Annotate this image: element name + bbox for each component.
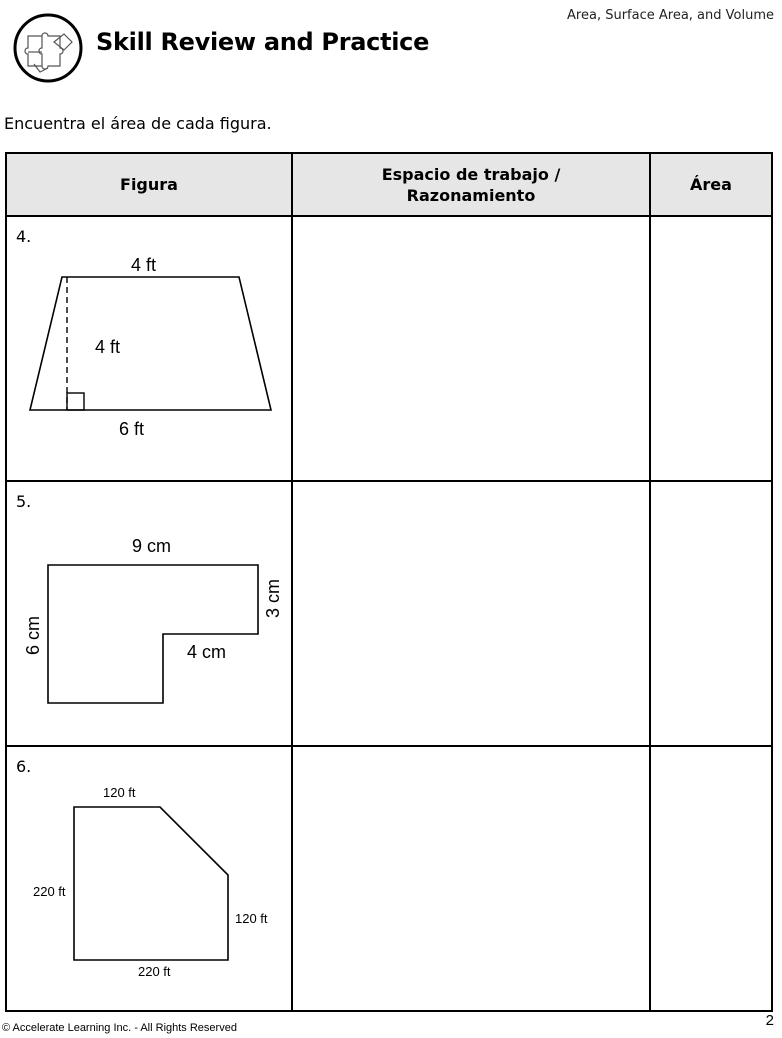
area-answer-cell[interactable] (650, 746, 772, 1011)
table-row (6, 481, 772, 746)
right-height-label: 3 cm (263, 578, 283, 618)
bottom-side-label: 220 ft (138, 964, 171, 979)
workspace-cell[interactable] (292, 746, 650, 1011)
instructions: Encuentra el área de cada figura. (4, 114, 272, 133)
table-row (6, 216, 772, 481)
top-base-label: 4 ft (131, 255, 157, 275)
table-row (6, 746, 772, 1011)
left-side-label: 220 ft (33, 884, 66, 899)
bottom-base-label: 6 ft (119, 419, 145, 439)
top-side-label: 120 ft (103, 785, 136, 800)
header-workspace (292, 153, 650, 216)
puzzle-pieces-icon (12, 12, 84, 84)
header-workspace-line2: Razonamiento (406, 185, 536, 205)
figure-cell (6, 481, 292, 746)
header-row (6, 153, 772, 216)
question-number: 4. (16, 227, 32, 246)
worksheet-table (5, 152, 773, 1012)
page-title: Skill Review and Practice (96, 28, 430, 56)
header-area: Área (650, 153, 772, 216)
area-answer-cell[interactable] (650, 481, 772, 746)
top-width-label: 9 cm (132, 536, 172, 556)
right-side-label: 120 ft (235, 911, 268, 926)
workspace-cell[interactable] (292, 481, 650, 746)
pentagon-figure (7, 747, 293, 1010)
l-shape-figure (7, 482, 293, 745)
figure-cell (6, 216, 292, 481)
header-figure: Figura (6, 153, 292, 216)
trapezoid-figure (7, 217, 293, 480)
figure-cell (6, 746, 292, 1011)
copyright-footer: © Accelerate Learning Inc. - All Rights Reserved (2, 1022, 237, 1034)
page-number: 2 (765, 1012, 774, 1029)
inner-width-label: 4 cm (187, 642, 227, 662)
question-number: 6. (16, 757, 32, 776)
area-answer-cell[interactable] (650, 216, 772, 481)
header-workspace-line1: Espacio de trabajo / (381, 164, 561, 184)
question-number: 5. (16, 492, 32, 511)
topic-label: Area, Surface Area, and Volume (567, 8, 774, 23)
height-label: 4 ft (95, 337, 121, 357)
left-height-label: 6 cm (23, 615, 43, 655)
workspace-cell[interactable] (292, 216, 650, 481)
